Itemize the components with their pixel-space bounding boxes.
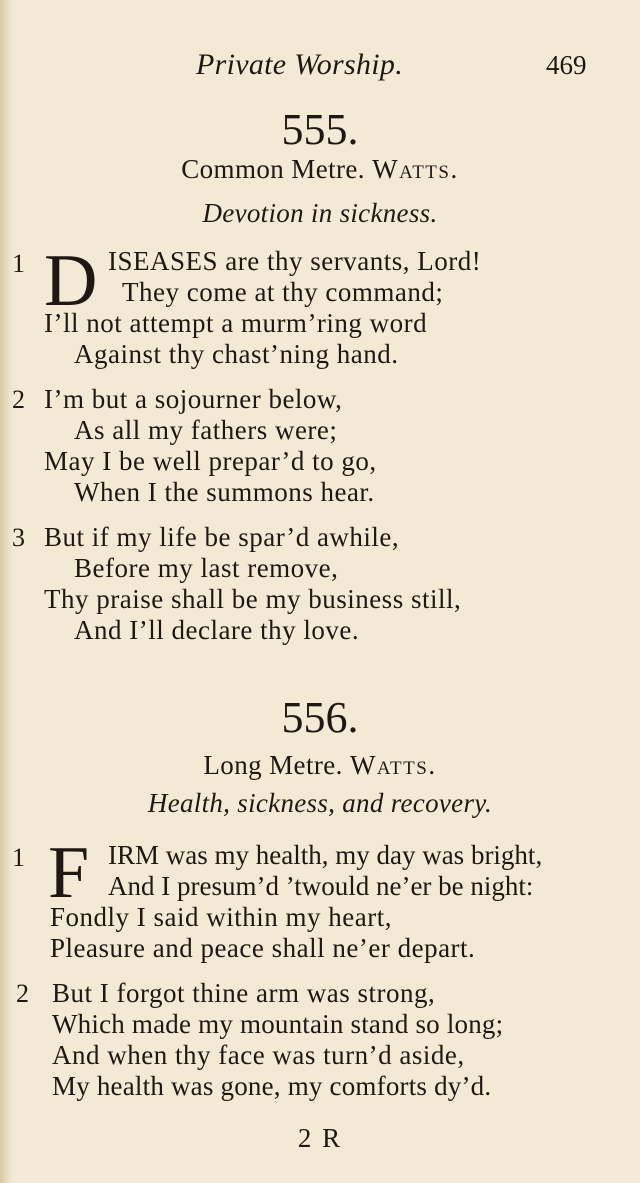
verse-line: My health was gone, my comforts dy’d. [52,1071,492,1101]
verse-line: As all my fathers were; [74,415,338,445]
running-header [0,48,640,88]
stanza-number: 1 [12,249,25,278]
verse-line: Fondly I said within my heart, [50,902,392,932]
verse-line: May I be well prepar’d to go, [44,446,377,476]
verse-line: Before my last remove, [74,553,339,583]
verse-line: Which made my mountain stand so long; [52,1009,504,1039]
drop-cap: D [44,240,98,322]
verse-line: I’m but a sojourner below, [44,384,343,414]
verse-line: But if my life be spar’d awhile, [44,522,400,552]
verse-line: They come at thy command; [122,277,444,307]
verse-line: Against thy chast’ning hand. [74,339,399,369]
stanza-number: 3 [12,523,25,552]
verse-line: When I the summons hear. [74,477,375,507]
hymn-theme: Devotion in sickness. [202,198,438,228]
hymn-metre: Long Metre. [203,750,343,780]
hymn-metre-line [0,750,640,781]
hymn-theme: Health, sickness, and recovery. [147,788,493,818]
signature-mark: 2 R [297,1123,343,1153]
stanza-number: 2 [16,979,29,1008]
hymn-author: Watts. [349,750,437,780]
hymn-number: 556. [281,693,359,742]
running-title: Private Worship. [196,48,404,81]
stanza-number: 2 [12,385,25,414]
hymn-author: Watts. [372,154,459,184]
verse-line: And I’ll declare thy love. [74,615,360,645]
drop-cap: F [48,832,90,914]
hymn-number: 555. [281,105,359,154]
verse-line: Pleasure and peace shall ne’er depart. [50,933,476,963]
verse-line: And I presum’d ’twould ne’er be night: [108,871,534,901]
verse-line: IRM was my health, my day was bright, [108,840,543,870]
verse-line: But I forgot thine arm was strong, [52,978,436,1008]
verse-line: And when thy face was turn’d aside, [52,1040,465,1070]
stanza-number: 1 [12,843,25,872]
hymn-metre: Common Metre. [181,154,365,184]
hymn-metre-line [0,154,640,185]
page-number: 469 [546,50,587,80]
verse-line: I’ll not attempt a murm’ring word [44,308,428,338]
verse-line: ISEASES are thy servants, Lord! [108,246,482,276]
verse-line: Thy praise shall be my business still, [44,584,462,614]
